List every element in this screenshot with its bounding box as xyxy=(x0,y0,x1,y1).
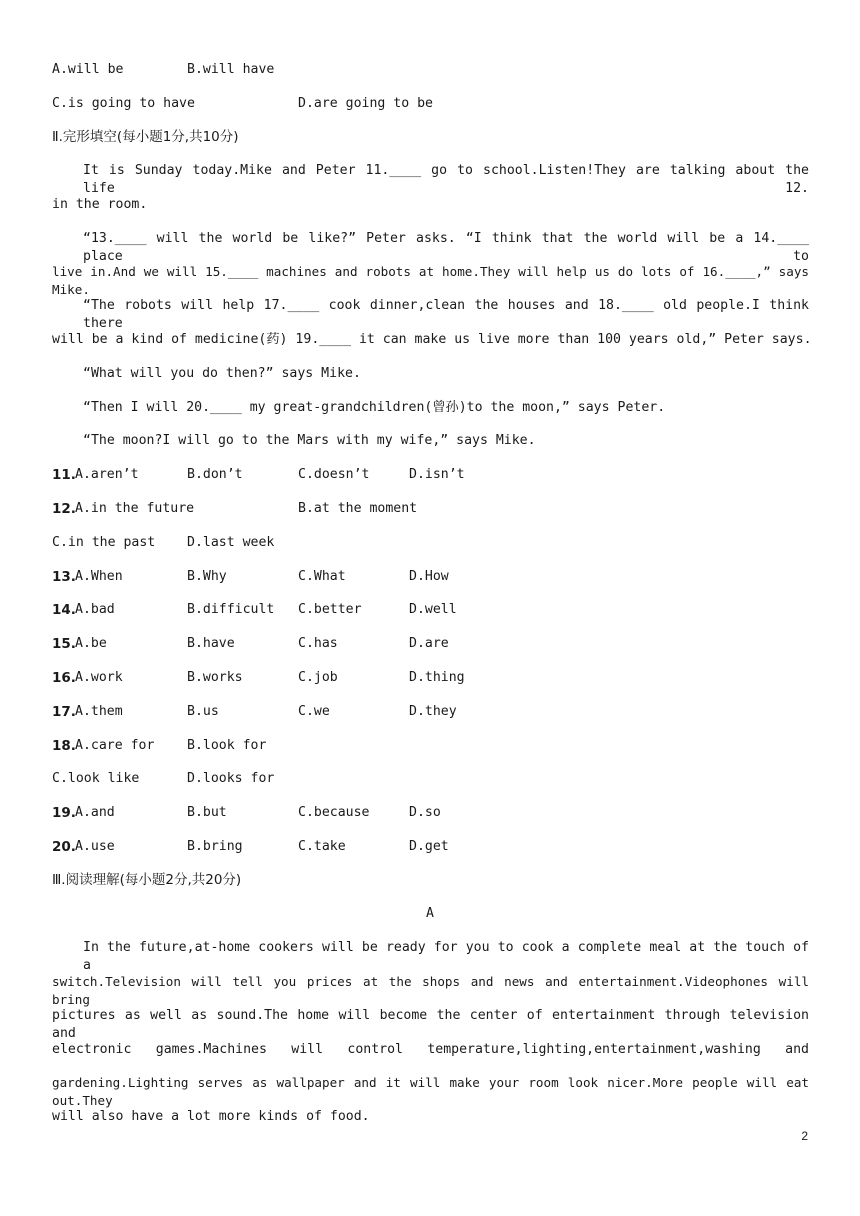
option: A.bad xyxy=(75,602,115,617)
question-number: 16. xyxy=(52,670,76,686)
option: D.last week xyxy=(187,535,275,550)
cloze-line: “Then I will 20.____ my great-grandchildren(曾孙)to the moon,” says Peter. xyxy=(83,400,666,415)
passage-line: pictures as well as sound.The home will become the center of entertainment through television and xyxy=(52,1008,809,1041)
option: D.are xyxy=(409,636,449,651)
section-title: Ⅲ.阅读理解(每小题2分,共20分) xyxy=(52,872,242,888)
cloze-line: It is Sunday today.Mike and Peter 11.____ go to school.Listen!They are talking about the life 12. xyxy=(83,163,809,196)
option: B.don’t xyxy=(187,467,243,482)
question-number: 19. xyxy=(52,805,76,821)
option: B.us xyxy=(187,704,219,719)
option: D.looks for xyxy=(187,771,275,786)
option: D.are going to be xyxy=(298,96,433,111)
passage-line: gardening.Lighting serves as wallpaper and it will make your room look nicer.More people will eat out.They xyxy=(52,1075,809,1108)
option: B.but xyxy=(187,805,227,820)
option: C.has xyxy=(298,636,338,651)
question-number: 11. xyxy=(52,467,76,483)
option: B.bring xyxy=(187,839,243,854)
option: A.and xyxy=(75,805,115,820)
cloze-line: “13.____ will the world be like?” Peter asks. “I think that the world will be a 14.____ place to xyxy=(83,231,809,264)
passage-label: A xyxy=(426,906,434,921)
option: A.will be xyxy=(52,62,124,77)
option: D.isn’t xyxy=(409,467,465,482)
section-title: Ⅱ.完形填空(每小题1分,共10分) xyxy=(52,129,239,145)
passage-line: switch.Television will tell you prices at the shops and news and entertainment.Videophones will bring xyxy=(52,974,809,1007)
question-number: 12. xyxy=(52,501,76,517)
option: D.well xyxy=(409,602,457,617)
option: C.is going to have xyxy=(52,96,195,111)
option: B.works xyxy=(187,670,243,685)
option: A.aren’t xyxy=(75,467,139,482)
option: A.When xyxy=(75,569,123,584)
option: C.doesn’t xyxy=(298,467,370,482)
question-number: 20. xyxy=(52,839,76,855)
passage-line: electronic games.Machines will control temperature,lighting,entertainment,washing and xyxy=(52,1042,809,1057)
option: A.in the future xyxy=(75,501,195,516)
option: A.them xyxy=(75,704,123,719)
option: D.they xyxy=(409,704,457,719)
option: C.in the past xyxy=(52,535,156,550)
passage-line: will also have a lot more kinds of food. xyxy=(52,1109,370,1124)
option: D.thing xyxy=(409,670,465,685)
option: B.at the moment xyxy=(298,501,418,516)
option: C.take xyxy=(298,839,346,854)
option: B.look for xyxy=(187,738,267,753)
passage-line: In the future,at-home cookers will be ready for you to cook a complete meal at the touch of a xyxy=(83,940,809,973)
option: C.better xyxy=(298,602,362,617)
page-number: 2 xyxy=(801,1129,808,1143)
cloze-line: will be a kind of medicine(药) 19.____ it can make us live more than 100 years old,” Peter says. xyxy=(52,332,812,347)
option: B.difficult xyxy=(187,602,275,617)
cloze-line: live in.And we will 15.____ machines and robots at home.They will help us do lots of 16.____,” says Mike. xyxy=(52,264,809,297)
question-number: 15. xyxy=(52,636,76,652)
option: B.have xyxy=(187,636,235,651)
option: D.get xyxy=(409,839,449,854)
option: D.How xyxy=(409,569,449,584)
option: C.job xyxy=(298,670,338,685)
option: C.we xyxy=(298,704,330,719)
option: B.will have xyxy=(187,62,275,77)
question-number: 14. xyxy=(52,602,76,618)
cloze-line: “What will you do then?” says Mike. xyxy=(83,366,361,381)
option: A.be xyxy=(75,636,107,651)
option: A.work xyxy=(75,670,123,685)
option: D.so xyxy=(409,805,441,820)
question-number: 13. xyxy=(52,569,76,585)
option: C.look like xyxy=(52,771,140,786)
question-number: 17. xyxy=(52,704,76,720)
question-number: 18. xyxy=(52,738,76,754)
option: A.use xyxy=(75,839,115,854)
cloze-line: “The moon?I will go to the Mars with my wife,” says Mike. xyxy=(83,433,536,448)
cloze-line: “The robots will help 17.____ cook dinner,clean the houses and 18.____ old people.I think there xyxy=(83,298,809,331)
option: A.care for xyxy=(75,738,155,753)
cloze-line: in the room. xyxy=(52,197,148,212)
option: C.because xyxy=(298,805,370,820)
option: C.What xyxy=(298,569,346,584)
option: B.Why xyxy=(187,569,227,584)
